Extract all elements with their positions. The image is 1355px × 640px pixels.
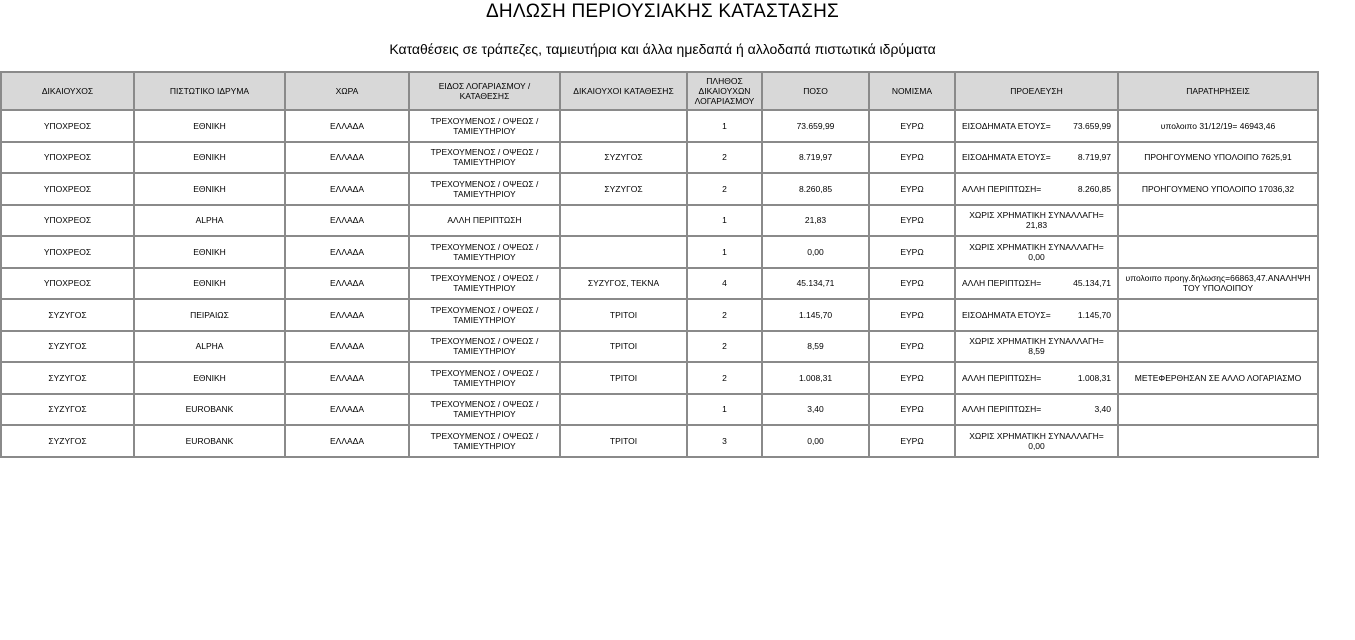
cell-remarks: υπολοιπο 31/12/19= 46943,46: [1118, 110, 1318, 142]
cell-institution: ΕΘΝΙΚΗ: [134, 142, 285, 174]
cell-country: ΕΛΛΑΔΑ: [285, 268, 409, 300]
table-row: [1, 425, 1318, 457]
cell-currency: ΕΥΡΩ: [869, 110, 955, 142]
cell-remarks: ΠΡΟΗΓΟΥΜΕΝΟ ΥΠΟΛΟΙΠΟ 7625,91: [1118, 142, 1318, 174]
origin-amount: 0,00: [1028, 440, 1045, 451]
cell-beneficiary: ΣΥΖΥΓΟΣ: [1, 394, 134, 426]
cell-holders-count: 2: [687, 299, 762, 331]
cell-holders-count: 2: [687, 173, 762, 205]
cell-origin: [955, 236, 1118, 268]
cell-remarks: [1118, 425, 1318, 457]
cell-currency: ΕΥΡΩ: [869, 173, 955, 205]
cell-country: ΕΛΛΑΔΑ: [285, 425, 409, 457]
origin-label: ΑΛΛΗ ΠΕΡΙΠΤΩΣΗ=: [962, 372, 1042, 383]
origin-amount: 1.008,31: [1077, 372, 1111, 383]
cell-remarks: [1118, 205, 1318, 237]
cell-account-type: ΤΡΕΧΟΥΜΕΝΟΣ / ΟΨΕΩΣ / ΤΑΜΙΕΥΤΗΡΙΟΥ: [409, 173, 560, 205]
cell-origin: [955, 362, 1118, 394]
cell-amount: 8.719,97: [762, 142, 869, 174]
cell-co-holders: ΤΡΙΤΟΙ: [560, 299, 687, 331]
table-body: [1, 110, 1318, 457]
cell-co-holders: ΤΡΙΤΟΙ: [560, 331, 687, 363]
origin-amount: 21,83: [1025, 220, 1048, 231]
cell-beneficiary: ΥΠΟΧΡΕΟΣ: [1, 142, 134, 174]
cell-amount: 0,00: [762, 425, 869, 457]
origin-amount: 8.719,97: [1077, 152, 1111, 163]
cell-account-type: ΤΡΕΧΟΥΜΕΝΟΣ / ΟΨΕΩΣ / ΤΑΜΙΕΥΤΗΡΙΟΥ: [409, 362, 560, 394]
cell-institution: EUROBANK: [134, 425, 285, 457]
origin-label: ΧΩΡΙΣ ΧΡΗΜΑΤΙΚΗ ΣΥΝΑΛΛΑΓΗ=: [969, 210, 1104, 221]
cell-holders-count: 1: [687, 110, 762, 142]
cell-currency: ΕΥΡΩ: [869, 142, 955, 174]
cell-holders-count: 1: [687, 236, 762, 268]
cell-co-holders: [560, 236, 687, 268]
page-subtitle: Καταθέσεις σε τράπεζες, ταμιευτήρια και άλλα ημεδαπά ή αλλοδαπά πιστωτικά ιδρύματα: [389, 41, 936, 57]
cell-account-type: ΤΡΕΧΟΥΜΕΝΟΣ / ΟΨΕΩΣ / ΤΑΜΙΕΥΤΗΡΙΟΥ: [409, 425, 560, 457]
cell-remarks: [1118, 331, 1318, 363]
cell-institution: ALPHA: [134, 205, 285, 237]
cell-account-type: ΤΡΕΧΟΥΜΕΝΟΣ / ΟΨΕΩΣ / ΤΑΜΙΕΥΤΗΡΙΟΥ: [409, 331, 560, 363]
table-row: [1, 205, 1318, 237]
cell-institution: ΠΕΙΡΑΙΩΣ: [134, 299, 285, 331]
header-remarks: ΠΑΡΑΤΗΡΗΣΕΙΣ: [1118, 72, 1318, 110]
cell-currency: ΕΥΡΩ: [869, 299, 955, 331]
origin-amount: 3,40: [1094, 404, 1111, 415]
origin-label: ΧΩΡΙΣ ΧΡΗΜΑΤΙΚΗ ΣΥΝΑΛΛΑΓΗ=: [969, 430, 1104, 441]
cell-institution: ΕΘΝΙΚΗ: [134, 268, 285, 300]
cell-currency: ΕΥΡΩ: [869, 394, 955, 426]
cell-institution: ΕΘΝΙΚΗ: [134, 236, 285, 268]
header-co-holders: ΔΙΚΑΙΟΥΧΟΙ ΚΑΤΑΘΕΣΗΣ: [560, 72, 687, 110]
origin-amount: 73.659,99: [1073, 120, 1111, 131]
header-country: ΧΩΡΑ: [285, 72, 409, 110]
cell-beneficiary: ΥΠΟΧΡΕΟΣ: [1, 173, 134, 205]
cell-account-type: ΤΡΕΧΟΥΜΕΝΟΣ / ΟΨΕΩΣ / ΤΑΜΙΕΥΤΗΡΙΟΥ: [409, 394, 560, 426]
header-institution: ΠΙΣΤΩΤΙΚΟ ΙΔΡΥΜΑ: [134, 72, 285, 110]
origin-amount: 45.134,71: [1073, 278, 1111, 289]
cell-amount: 21,83: [762, 205, 869, 237]
cell-co-holders: [560, 205, 687, 237]
header-amount: ΠΟΣΟ: [762, 72, 869, 110]
cell-co-holders: ΤΡΙΤΟΙ: [560, 362, 687, 394]
cell-currency: ΕΥΡΩ: [869, 425, 955, 457]
cell-amount: 1.145,70: [762, 299, 869, 331]
header-account-type: ΕΙΔΟΣ ΛΟΓΑΡΙΑΣΜΟΥ / ΚΑΤΑΘΕΣΗΣ: [409, 72, 560, 110]
cell-currency: ΕΥΡΩ: [869, 236, 955, 268]
cell-country: ΕΛΛΑΔΑ: [285, 394, 409, 426]
cell-origin: [955, 394, 1118, 426]
page-title: ΔΗΛΩΣΗ ΠΕΡΙΟΥΣΙΑΚΗΣ ΚΑΤΑΣΤΑΣΗΣ: [486, 1, 839, 22]
table-row: [1, 299, 1318, 331]
cell-co-holders: ΣΥΖΥΓΟΣ: [560, 173, 687, 205]
cell-country: ΕΛΛΑΔΑ: [285, 110, 409, 142]
table-header-row: [1, 72, 1318, 110]
cell-origin: [955, 173, 1118, 205]
origin-label: ΧΩΡΙΣ ΧΡΗΜΑΤΙΚΗ ΣΥΝΑΛΛΑΓΗ=: [969, 241, 1104, 252]
cell-beneficiary: ΣΥΖΥΓΟΣ: [1, 331, 134, 363]
cell-remarks: ΜΕΤΕΦΕΡΘΗΣΑΝ ΣΕ ΑΛΛΟ ΛΟΓΑΡΙΑΣΜΟ: [1118, 362, 1318, 394]
header-currency: ΝΟΜΙΣΜΑ: [869, 72, 955, 110]
cell-beneficiary: ΣΥΖΥΓΟΣ: [1, 299, 134, 331]
cell-origin: [955, 299, 1118, 331]
cell-co-holders: ΣΥΖΥΓΟΣ: [560, 142, 687, 174]
table-row: [1, 394, 1318, 426]
cell-holders-count: 2: [687, 142, 762, 174]
cell-account-type: ΤΡΕΧΟΥΜΕΝΟΣ / ΟΨΕΩΣ / ΤΑΜΙΕΥΤΗΡΙΟΥ: [409, 236, 560, 268]
cell-currency: ΕΥΡΩ: [869, 331, 955, 363]
cell-currency: ΕΥΡΩ: [869, 362, 955, 394]
cell-institution: ΕΘΝΙΚΗ: [134, 173, 285, 205]
cell-country: ΕΛΛΑΔΑ: [285, 205, 409, 237]
cell-institution: ΕΘΝΙΚΗ: [134, 110, 285, 142]
origin-label: ΑΛΛΗ ΠΕΡΙΠΤΩΣΗ=: [962, 183, 1042, 194]
cell-remarks: υπολοιπο προηγ.δηλωσης=66863,47.ΑΝΑΛΗΨΗ ΤΟΥ ΥΠΟΛΟΙΠΟΥ: [1118, 268, 1318, 300]
cell-origin: [955, 425, 1118, 457]
cell-holders-count: 1: [687, 394, 762, 426]
header-origin: ΠΡΟΕΛΕΥΣΗ: [955, 72, 1118, 110]
origin-label: ΕΙΣΟΔΗΜΑΤΑ ΕΤΟΥΣ=: [962, 152, 1051, 163]
cell-holders-count: 3: [687, 425, 762, 457]
cell-institution: ALPHA: [134, 331, 285, 363]
cell-co-holders: [560, 110, 687, 142]
origin-amount: 0,00: [1028, 251, 1045, 262]
cell-currency: ΕΥΡΩ: [869, 205, 955, 237]
cell-origin: [955, 110, 1118, 142]
cell-account-type: ΑΛΛΗ ΠΕΡΙΠΤΩΣΗ: [409, 205, 560, 237]
cell-institution: EUROBANK: [134, 394, 285, 426]
cell-origin: [955, 331, 1118, 363]
cell-beneficiary: ΣΥΖΥΓΟΣ: [1, 362, 134, 394]
cell-origin: [955, 205, 1118, 237]
origin-label: ΑΛΛΗ ΠΕΡΙΠΤΩΣΗ=: [962, 278, 1042, 289]
origin-label: ΕΙΣΟΔΗΜΑΤΑ ΕΤΟΥΣ=: [962, 309, 1051, 320]
cell-account-type: ΤΡΕΧΟΥΜΕΝΟΣ / ΟΨΕΩΣ / ΤΑΜΙΕΥΤΗΡΙΟΥ: [409, 299, 560, 331]
table-row: [1, 362, 1318, 394]
cell-account-type: ΤΡΕΧΟΥΜΕΝΟΣ / ΟΨΕΩΣ / ΤΑΜΙΕΥΤΗΡΙΟΥ: [409, 268, 560, 300]
cell-amount: 1.008,31: [762, 362, 869, 394]
cell-origin: [955, 268, 1118, 300]
origin-amount: 8.260,85: [1077, 183, 1111, 194]
cell-country: ΕΛΛΑΔΑ: [285, 142, 409, 174]
cell-beneficiary: ΥΠΟΧΡΕΟΣ: [1, 268, 134, 300]
table-row: [1, 110, 1318, 142]
origin-amount: 8,59: [1028, 346, 1045, 357]
cell-holders-count: 4: [687, 268, 762, 300]
header-holders-count: ΠΛΗΘΟΣ ΔΙΚΑΙΟΥΧΩΝ ΛΟΓΑΡΙΑΣΜΟΥ: [687, 72, 762, 110]
origin-label: ΕΙΣΟΔΗΜΑΤΑ ΕΤΟΥΣ=: [962, 120, 1051, 131]
cell-co-holders: ΣΥΖΥΓΟΣ, ΤΕΚΝΑ: [560, 268, 687, 300]
table-row: [1, 173, 1318, 205]
cell-remarks: ΠΡΟΗΓΟΥΜΕΝΟ ΥΠΟΛΟΙΠΟ 17036,32: [1118, 173, 1318, 205]
cell-country: ΕΛΛΑΔΑ: [285, 236, 409, 268]
cell-beneficiary: ΣΥΖΥΓΟΣ: [1, 425, 134, 457]
cell-amount: 73.659,99: [762, 110, 869, 142]
cell-amount: 0,00: [762, 236, 869, 268]
table-row: [1, 331, 1318, 363]
cell-institution: ΕΘΝΙΚΗ: [134, 362, 285, 394]
header-beneficiary: ΔΙΚΑΙΟΥΧΟΣ: [1, 72, 134, 110]
cell-amount: 8.260,85: [762, 173, 869, 205]
cell-holders-count: 2: [687, 362, 762, 394]
cell-beneficiary: ΥΠΟΧΡΕΟΣ: [1, 110, 134, 142]
cell-account-type: ΤΡΕΧΟΥΜΕΝΟΣ / ΟΨΕΩΣ / ΤΑΜΙΕΥΤΗΡΙΟΥ: [409, 142, 560, 174]
origin-amount: 1.145,70: [1077, 309, 1111, 320]
table-row: [1, 142, 1318, 174]
deposits-table: [0, 71, 1319, 458]
cell-country: ΕΛΛΑΔΑ: [285, 173, 409, 205]
cell-amount: 8,59: [762, 331, 869, 363]
cell-amount: 45.134,71: [762, 268, 869, 300]
origin-label: ΧΩΡΙΣ ΧΡΗΜΑΤΙΚΗ ΣΥΝΑΛΛΑΓΗ=: [969, 336, 1104, 347]
table-row: [1, 268, 1318, 300]
cell-currency: ΕΥΡΩ: [869, 268, 955, 300]
cell-country: ΕΛΛΑΔΑ: [285, 362, 409, 394]
cell-remarks: [1118, 299, 1318, 331]
cell-amount: 3,40: [762, 394, 869, 426]
table-row: [1, 236, 1318, 268]
cell-beneficiary: ΥΠΟΧΡΕΟΣ: [1, 205, 134, 237]
cell-holders-count: 1: [687, 205, 762, 237]
cell-co-holders: ΤΡΙΤΟΙ: [560, 425, 687, 457]
cell-country: ΕΛΛΑΔΑ: [285, 331, 409, 363]
cell-beneficiary: ΥΠΟΧΡΕΟΣ: [1, 236, 134, 268]
origin-label: ΑΛΛΗ ΠΕΡΙΠΤΩΣΗ=: [962, 404, 1042, 415]
cell-holders-count: 2: [687, 331, 762, 363]
cell-remarks: [1118, 236, 1318, 268]
cell-country: ΕΛΛΑΔΑ: [285, 299, 409, 331]
cell-origin: [955, 142, 1118, 174]
cell-remarks: [1118, 394, 1318, 426]
cell-account-type: ΤΡΕΧΟΥΜΕΝΟΣ / ΟΨΕΩΣ / ΤΑΜΙΕΥΤΗΡΙΟΥ: [409, 110, 560, 142]
cell-co-holders: [560, 394, 687, 426]
